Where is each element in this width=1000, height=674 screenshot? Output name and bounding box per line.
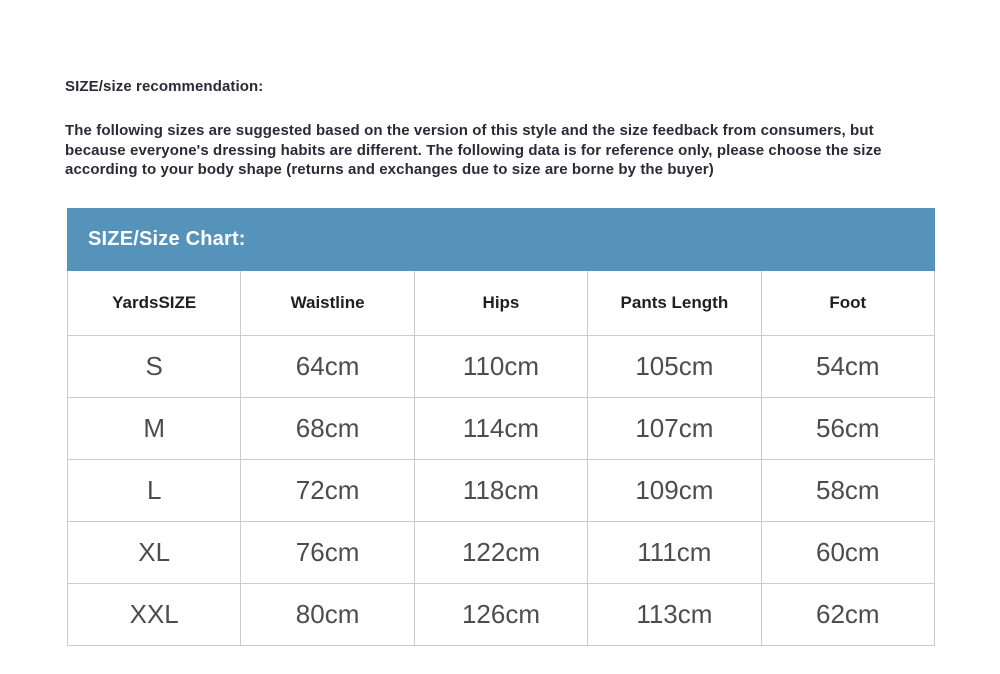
cell-foot: 54cm (761, 335, 934, 397)
cell-hips: 122cm (414, 521, 587, 583)
size-chart-title-bar (67, 208, 935, 271)
size-chart-table (67, 271, 935, 646)
cell-size: M (68, 397, 241, 459)
column-header-pants-length: Pants Length (588, 271, 761, 335)
cell-size: XXL (68, 583, 241, 645)
size-recommendation-text: The following sizes are suggested based on the version of this style and the size feedback from consumers, but because everyone's dressing habits are different. The following data is for reference only, please choose the size according to your body shape (returns and exchanges due to size are borne by the buyer) (65, 122, 882, 178)
column-header-foot: Foot (761, 271, 934, 335)
cell-pants-length: 111cm (588, 521, 761, 583)
cell-foot: 62cm (761, 583, 934, 645)
cell-foot: 60cm (761, 521, 934, 583)
table-row-xxl (68, 583, 935, 645)
cell-foot: 56cm (761, 397, 934, 459)
size-chart-title: SIZE/Size Chart: (88, 228, 246, 250)
column-header-hips: Hips (414, 271, 587, 335)
cell-size: S (68, 335, 241, 397)
cell-waistline: 76cm (241, 521, 414, 583)
cell-size: XL (68, 521, 241, 583)
cell-waistline: 72cm (241, 459, 414, 521)
table-header-row (68, 271, 935, 335)
size-recommendation-heading: SIZE/size recommendation: (65, 78, 264, 95)
table-row-xl (68, 521, 935, 583)
cell-pants-length: 113cm (588, 583, 761, 645)
cell-pants-length: 105cm (588, 335, 761, 397)
cell-waistline: 64cm (241, 335, 414, 397)
table-row-m (68, 397, 935, 459)
cell-waistline: 68cm (241, 397, 414, 459)
cell-foot: 58cm (761, 459, 934, 521)
cell-size: L (68, 459, 241, 521)
column-header-yardssize: YardsSIZE (68, 271, 241, 335)
cell-hips: 118cm (414, 459, 587, 521)
cell-pants-length: 109cm (588, 459, 761, 521)
cell-hips: 126cm (414, 583, 587, 645)
table-row-s (68, 335, 935, 397)
cell-hips: 114cm (414, 397, 587, 459)
cell-hips: 110cm (414, 335, 587, 397)
cell-pants-length: 107cm (588, 397, 761, 459)
cell-waistline: 80cm (241, 583, 414, 645)
column-header-waistline: Waistline (241, 271, 414, 335)
table-row-l (68, 459, 935, 521)
